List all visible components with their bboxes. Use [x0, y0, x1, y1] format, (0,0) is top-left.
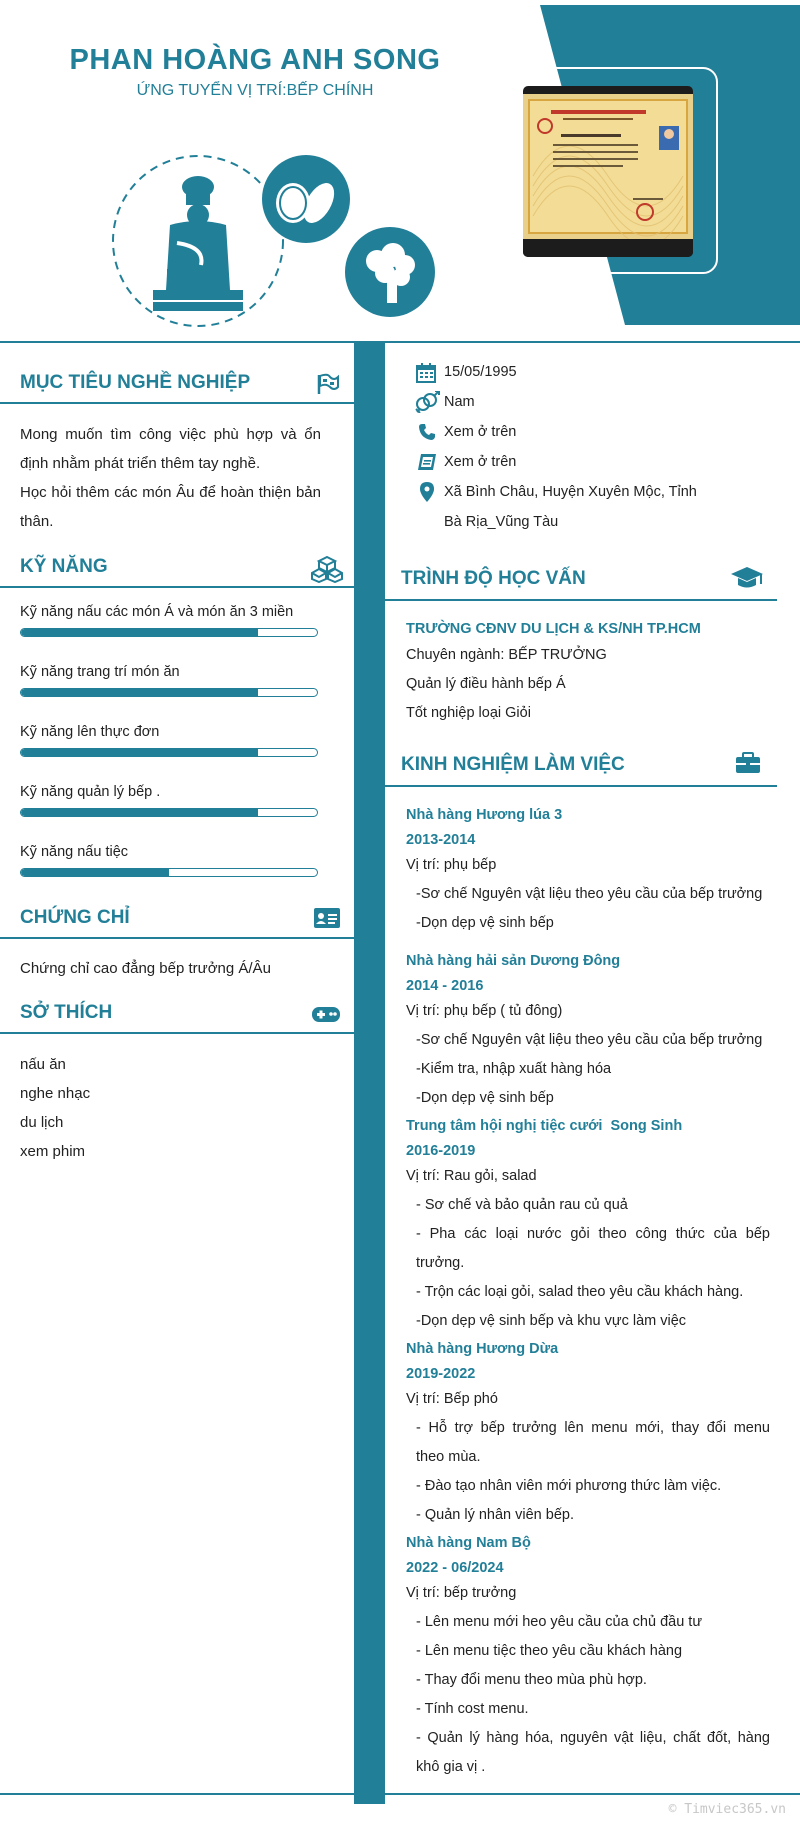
- cubes-icon: [311, 555, 343, 583]
- position-applied: ỨNG TUYỂN VỊ TRÍ:BẾP CHÍNH: [136, 82, 374, 99]
- address-line: Xã Bình Châu, Huyện Xuyên Mộc, Tỉnh: [444, 484, 697, 500]
- job-company: Nhà hàng Hương lúa 3: [406, 807, 563, 823]
- candidate-name: PHAN HOÀNG ANH SONG: [69, 44, 441, 76]
- gender-icon: [414, 391, 440, 413]
- job-task: -Dọn dẹp vệ sinh bếp và khu vực làm việc: [416, 1313, 687, 1329]
- skill-bar-fill: [21, 749, 258, 756]
- birthday-value: 15/05/1995: [444, 364, 517, 380]
- hobbies-underline: [0, 1032, 354, 1034]
- skill-label: Kỹ năng trang trí món ăn: [20, 664, 180, 680]
- job-period: 2022 - 06/2024: [406, 1560, 504, 1576]
- experience-underline: [385, 785, 777, 787]
- job-period: 2013-2014: [406, 832, 476, 848]
- school-name: TRƯỜNG CĐNV DU LỊCH & KS/NH TP.HCM: [406, 621, 701, 637]
- job-task: - Tính cost menu.: [416, 1701, 529, 1717]
- job-task: trưởng.: [416, 1255, 465, 1271]
- job-task: - Thay đổi menu theo mùa phù hợp.: [416, 1672, 647, 1688]
- objective-text: [20, 420, 321, 536]
- broccoli-icon: [345, 227, 435, 317]
- certificate-image: [523, 86, 693, 257]
- email-value: Xem ở trên: [444, 454, 517, 470]
- job-role: Vị trí: phụ bếp: [406, 857, 497, 873]
- job-task: - Quản lý nhân viên bếp.: [416, 1507, 574, 1523]
- job-company: Nhà hàng Hương Dừa: [406, 1341, 559, 1357]
- vegetables-icon: [262, 155, 350, 243]
- skills-underline: [0, 586, 354, 588]
- hobbies-title: SỞ THÍCH: [20, 1002, 113, 1023]
- skill-label: Kỹ năng lên thực đơn: [20, 724, 160, 740]
- job-task: - Quản lý hàng hóa, nguyên vật liệu, chất đốt, hàng: [416, 1730, 770, 1746]
- header-divider: [0, 341, 800, 343]
- phone-icon: [418, 423, 436, 441]
- job-task: - Pha các loại nước gỏi theo công thức của bếp: [416, 1226, 770, 1242]
- chef-icon: [153, 176, 243, 311]
- skill-bar-fill: [21, 689, 258, 696]
- objective-line: thân.: [20, 513, 54, 530]
- objective-title: MỤC TIÊU NGHỀ NGHIỆP: [20, 372, 251, 393]
- education-underline: [385, 599, 777, 601]
- job-task: - Hỗ trợ bếp trưởng lên menu mới, thay đổi menu: [416, 1420, 770, 1436]
- certificate-text: Chứng chỉ cao đẳng bếp trưởng Á/Âu: [20, 960, 271, 977]
- skill-bar: [20, 748, 318, 757]
- skill-label: Kỹ năng nấu tiệc: [20, 844, 129, 860]
- job-task: -Kiểm tra, nhập xuất hàng hóa: [416, 1061, 612, 1077]
- flag-icon: [316, 373, 340, 395]
- footer-watermark: © Timviec365.vn: [668, 1802, 786, 1817]
- job-period: 2014 - 2016: [406, 978, 484, 994]
- skills-title: KỸ NĂNG: [20, 556, 108, 577]
- skill-bar-fill: [21, 869, 169, 876]
- briefcase-icon: [735, 752, 761, 774]
- gamepad-icon: [311, 1006, 341, 1023]
- certificates-underline: [0, 937, 354, 939]
- job-task: - Sơ chế và bảo quản rau củ quả: [416, 1197, 628, 1213]
- job-task: - Đào tạo nhân viên mới phương thức làm việc.: [416, 1478, 722, 1494]
- skill-bar-fill: [21, 809, 258, 816]
- job-task: - Lên menu tiệc theo yêu cầu khách hàng: [416, 1643, 683, 1659]
- job-period: 2019-2022: [406, 1366, 476, 1382]
- job-company: Trung tâm hội nghị tiệc cưới Song Sinh: [406, 1118, 683, 1134]
- experience-title: KINH NGHIỆM LÀM VIỆC: [401, 754, 625, 775]
- job-task: theo mùa.: [416, 1449, 481, 1465]
- skill-bar: [20, 688, 318, 697]
- job-task: -Sơ chế Nguyên vật liệu theo yêu cầu của bếp trưởng: [416, 1032, 763, 1048]
- profile-photo: [523, 86, 693, 257]
- job-role: Vị trí: bếp trưởng: [406, 1585, 517, 1601]
- calendar-icon: [416, 363, 436, 383]
- chef-illustration: [105, 155, 445, 330]
- email-icon: [417, 453, 437, 471]
- skill-label: Kỹ năng quản lý bếp .: [20, 784, 161, 800]
- job-task: khô gia vị .: [416, 1759, 486, 1775]
- job-task: - Trộn các loại gỏi, salad theo yêu cầu khách hàng.: [416, 1284, 744, 1300]
- skill-bar-fill: [21, 629, 258, 636]
- job-task: -Sơ chế Nguyên vật liệu theo yêu cầu của bếp trưởng: [416, 886, 763, 902]
- job-company: Nhà hàng Nam Bộ: [406, 1535, 531, 1551]
- phone-value: Xem ở trên: [444, 424, 517, 440]
- footer-divider: [0, 1793, 800, 1795]
- objective-line: Học hỏi thêm các món Âu để hoàn thiện bản: [20, 484, 321, 501]
- skill-bar: [20, 808, 318, 817]
- skill-label: Kỹ năng nấu các món Á và món ăn 3 miền: [20, 604, 294, 620]
- objective-line: định nhằm phát triển thêm tay nghề.: [20, 455, 261, 472]
- objective-underline: [0, 402, 354, 404]
- education-line: Tốt nghiệp loại Giỏi: [406, 705, 531, 721]
- id-card-icon: [313, 907, 341, 929]
- hobby-item: xem phim: [20, 1143, 86, 1160]
- hobby-item: nấu ăn: [20, 1056, 66, 1073]
- hobby-item: du lịch: [20, 1114, 64, 1131]
- certificates-title: CHỨNG CHỈ: [20, 907, 130, 928]
- education-title: TRÌNH ĐỘ HỌC VẤN: [401, 568, 586, 589]
- education-line: Chuyên ngành: BẾP TRƯỞNG: [406, 647, 607, 663]
- objective-line: Mong muốn tìm công việc phù hợp và ổn: [20, 426, 321, 443]
- job-task: -Dọn dẹp vệ sinh bếp: [416, 915, 554, 931]
- skill-bar: [20, 868, 318, 877]
- graduation-cap-icon: [730, 566, 764, 590]
- job-company: Nhà hàng hải sản Dương Đông: [406, 953, 621, 969]
- job-role: Vị trí: Bếp phó: [406, 1391, 498, 1407]
- job-role: Vị trí: phụ bếp ( tủ đông): [406, 1003, 563, 1019]
- education-line: Quản lý điều hành bếp Á: [406, 676, 566, 692]
- column-divider: [354, 341, 385, 1804]
- job-role: Vị trí: Rau gỏi, salad: [406, 1168, 537, 1184]
- job-task: -Dọn dẹp vệ sinh bếp: [416, 1090, 554, 1106]
- skill-bar: [20, 628, 318, 637]
- gender-value: Nam: [444, 394, 475, 410]
- hobby-item: nghe nhạc: [20, 1085, 91, 1102]
- job-task: - Lên menu mới heo yêu cầu của chủ đầu tư: [416, 1614, 703, 1630]
- job-period: 2016-2019: [406, 1143, 476, 1159]
- address-line: Bà Rịa_Vũng Tàu: [444, 514, 559, 530]
- hobbies-list: [20, 1050, 90, 1166]
- location-icon: [420, 482, 434, 502]
